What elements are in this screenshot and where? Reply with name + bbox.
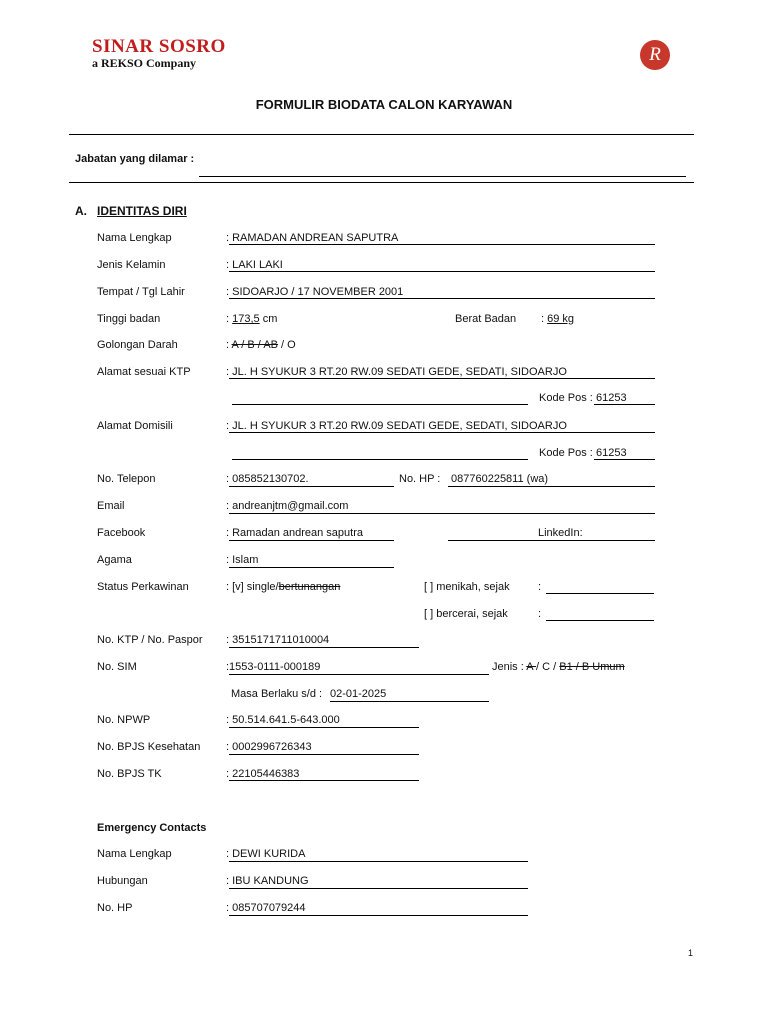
field-value: : 0002996726343 — [226, 741, 312, 753]
weight-value: : 69 kg — [541, 313, 575, 325]
field-value: : IBU KANDUNG — [226, 875, 309, 887]
colon: : — [538, 581, 542, 593]
field-value: : 50.514.641.5-643.000 — [226, 714, 340, 726]
field-underline — [229, 780, 419, 781]
field-underline — [229, 513, 655, 514]
field-underline — [229, 271, 655, 272]
field-value: : JL. H SYUKUR 3 RT.20 RW.09 SEDATI GEDE, SEDATI, SIDOARJO — [226, 366, 567, 378]
divider — [69, 134, 694, 135]
blood-type-value: : A / B / AB / O — [226, 339, 296, 351]
field-label: No. HP : — [399, 473, 441, 485]
field-underline — [229, 647, 419, 648]
field-underline — [229, 540, 394, 541]
field-label: Agama — [97, 554, 132, 566]
field-label: Berat Badan — [455, 313, 517, 325]
height-value: : 173,5 cm — [226, 313, 278, 325]
field-underline — [229, 754, 419, 755]
field-value: : SIDOARJO / 17 NOVEMBER 2001 — [226, 286, 404, 298]
field-value: : Islam — [226, 554, 259, 566]
field-label: Alamat sesuai KTP — [97, 366, 191, 378]
company-name: SINAR SOSRO — [92, 36, 226, 57]
sim-validity-value: 02-01-2025 — [330, 688, 387, 700]
field-label: Alamat Domisili — [97, 420, 173, 432]
field-label: Golongan Darah — [97, 339, 178, 351]
field-label: Email — [97, 500, 125, 512]
company-subtitle: a REKSO Company — [92, 56, 197, 70]
field-value: : JL. H SYUKUR 3 RT.20 RW.09 SEDATI GEDE, SEDATI, SIDOARJO — [226, 420, 567, 432]
divider — [69, 182, 694, 183]
position-label: Jabatan yang dilamar : — [75, 153, 195, 165]
field-underline — [229, 298, 655, 299]
field-underline — [448, 540, 655, 541]
field-underline — [229, 861, 528, 862]
field-value: : DEWI KURIDA — [226, 848, 306, 860]
field-value: : Ramadan andrean saputra — [226, 527, 363, 539]
postcode-label: Kode Pos : — [539, 447, 593, 459]
divorced-option: [ ] bercerai, sejak — [424, 608, 508, 620]
field-underline — [229, 378, 655, 379]
field-underline — [229, 432, 655, 433]
sim-validity-label: Masa Berlaku s/d : — [231, 688, 323, 700]
married-option: [ ] menikah, sejak — [424, 581, 510, 593]
field-label: No. SIM — [97, 661, 137, 673]
field-underline — [229, 727, 419, 728]
field-value: : 3515171711010004 — [226, 634, 330, 646]
sim-type-value: Jenis : A / C / B1 / B Umum — [492, 661, 625, 673]
bpjs-tk-value: : 22105446383 — [226, 768, 300, 780]
field-underline — [594, 404, 655, 405]
form-title: FORMULIR BIODATA CALON KARYAWAN — [255, 97, 513, 112]
field-underline — [229, 888, 528, 889]
postcode-value: 61253 — [596, 392, 627, 404]
field-value: : RAMADAN ANDREAN SAPUTRA — [226, 232, 399, 244]
field-label: Nama Lengkap — [97, 232, 172, 244]
field-label: Status Perkawinan — [97, 581, 189, 593]
field-label: Tinggi badan — [97, 313, 161, 325]
field-value: : 085707079244 — [226, 902, 306, 914]
field-label: Jenis Kelamin — [97, 259, 166, 271]
field-value: : LAKI LAKI — [226, 259, 283, 271]
field-label: Facebook — [97, 527, 146, 539]
field-value: : andreanjtm@gmail.com — [226, 500, 349, 512]
field-underline — [229, 674, 489, 675]
field-value: 087760225811 (wa) — [451, 473, 549, 485]
field-underline — [229, 915, 528, 916]
colon: : — [538, 608, 542, 620]
position-field[interactable] — [199, 176, 686, 177]
field-label: No. NPWP — [97, 714, 151, 726]
field-underline — [229, 244, 655, 245]
field-underline — [594, 459, 655, 460]
field-label: No. BPJS TK — [97, 768, 162, 780]
field-label: No. KTP / No. Paspor — [97, 634, 203, 646]
section-heading: IDENTITAS DIRI — [97, 204, 187, 218]
field-label: No. Telepon — [97, 473, 156, 485]
page-number: 1 — [688, 948, 694, 958]
field-value: : 085852130702. — [226, 473, 309, 485]
field-underline — [229, 567, 394, 568]
field-underline — [330, 701, 489, 702]
field-label: LinkedIn: — [538, 527, 583, 539]
field-underline — [546, 620, 654, 621]
field-label: Hubungan — [97, 875, 148, 887]
postcode-value: 61253 — [596, 447, 627, 459]
field-label: Tempat / Tgl Lahir — [97, 286, 185, 298]
field-value: :1553-0111-000189 — [226, 661, 321, 673]
section-letter: A. — [75, 204, 87, 218]
rekso-logo: R — [640, 40, 670, 70]
field-underline — [448, 486, 655, 487]
field-underline — [232, 459, 528, 460]
field-underline — [229, 486, 394, 487]
field-label: No. BPJS Kesehatan — [97, 741, 201, 753]
postcode-label: Kode Pos : — [539, 392, 593, 404]
emergency-heading: Emergency Contacts — [97, 822, 207, 834]
field-underline — [546, 593, 654, 594]
field-label: No. HP — [97, 902, 133, 914]
field-label: Nama Lengkap — [97, 848, 172, 860]
marital-status-value: : [v] single/bertunangan — [226, 581, 341, 593]
field-underline — [232, 404, 528, 405]
